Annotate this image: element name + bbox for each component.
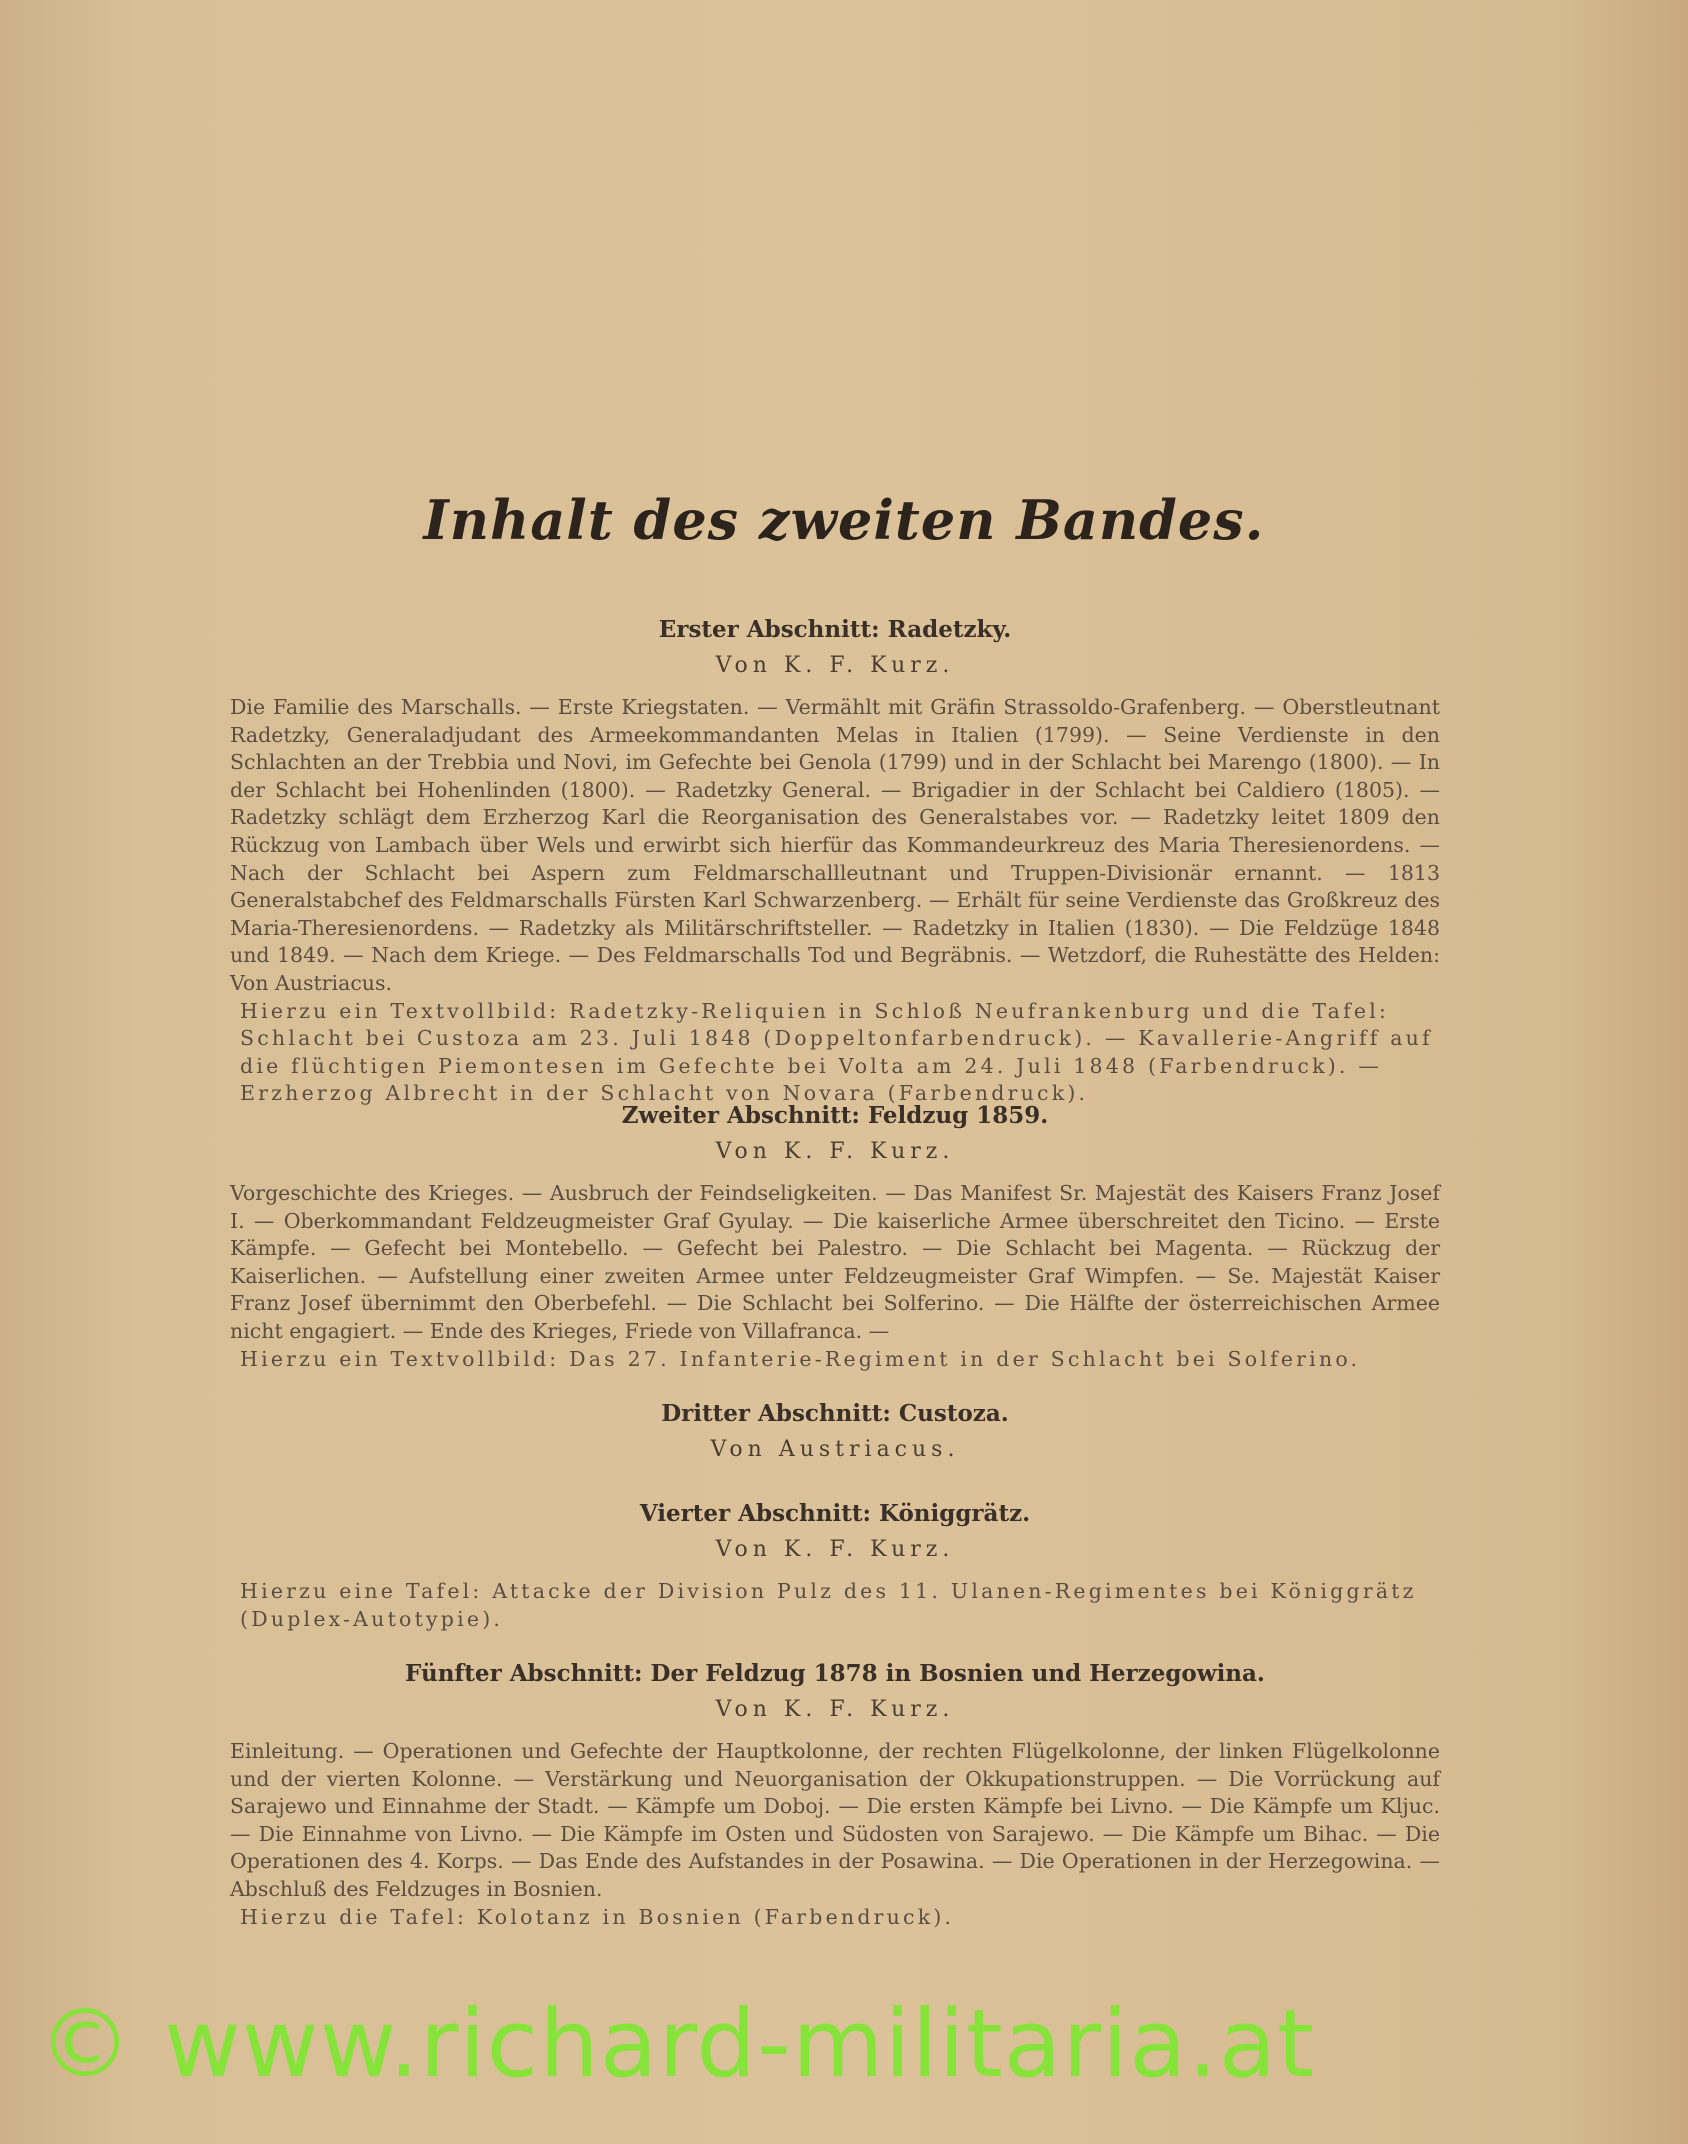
section-author: Von K. F. Kurz. <box>715 1139 955 1164</box>
section-illustrations: Hierzu die Tafel: Kolotanz in Bosnien (Farbendruck). <box>240 1904 955 1929</box>
section-illustrations: Hierzu ein Textvollbild: Radetzky-Reliquien in Schloß Neufrankenburg und die Tafel: Schlacht bei Custoza am 23. Juli 1848 (Doppeltonfarbendruck). — Kavallerie-Angriff auf die flüchtigen Piemontesen im Gefechte bei Volta am 24. Juli 1848 (Farbendruck). — Erzherzog Albrecht in der Schlacht von Novara (Farbendruck). <box>240 998 1433 1106</box>
section-body: Einleitung. — Operationen und Gefechte der Hauptkolonne, der rechten Flügelkolonne, der linken Flügelkolonne und der vierten Kolonne. — Verstärkung und Neuorganisation der Okkupationstruppen. — Die Vorrückung auf Sarajewo und Einnahme der Stadt. — Kämpfe um Doboj. — Die ersten Kämpfe bei Livno. — Die Kämpfe um Kljuc. — Die Einnahme von Livno. — Die Kämpfe im Osten und Südosten von Sarajewo. — Die Kämpfe um Bihac. — Die Operationen des 4. Korps. — Das Ende des Aufstandes in der Posawina. — Die Operationen in der Herzegowina. — Abschluß des Feldzuges in Bosnien. <box>230 1739 1440 1901</box>
section-body: Vorgeschichte des Krieges. — Ausbruch der Feindseligkeiten. — Das Manifest Sr. Majestät des Kaisers Franz Josef I. — Oberkommandant Feldzeugmeister Graf Gyulay. — Die kaiserliche Armee überschreitet den Ticino. — Erste Kämpfe. — Gefecht bei Montebello. — Gefecht bei Palestro. — Die Schlacht bei Magenta. — Rückzug der Kaiserlichen. — Aufstellung einer zweiten Armee unter Feldzeugmeister Graf Wimpfen. — Se. Majestät Kaiser Franz Josef übernimmt den Oberbefehl. — Die Schlacht bei Solferino. — Die Hälfte der österreichischen Armee nicht engagiert. — Ende des Krieges, Friede von Villafranca. — <box>230 1181 1440 1343</box>
section-2 <box>230 1102 1440 1373</box>
section-body: Die Familie des Marschalls. — Erste Kriegstaten. — Vermählt mit Gräfin Strassoldo-Grafenberg. — Oberstleutnant Radetzky, Generaladjudant des Armeekommandanten Melas in Italien (1799). — Seine Verdienste in den Schlachten an der Trebbia und Novi, im Gefechte bei Genola (1799) und in der Schlacht bei Marengo (1800). — In der Schlacht bei Hohenlinden (1800). — Radetzky General. — Brigadier in der Schlacht bei Caldiero (1805). — Radetzky schlägt dem Erzherzog Karl die Reorganisation des Generalstabes vor. — Radetzky leitet 1809 den Rückzug von Lambach über Wels und erwirbt sich hierfür das Kommandeurkreuz des Maria Theresienordens. — Nach der Schlacht bei Aspern zum Feldmarschallleutnant und Truppen-Divisionär ernannt. — 1813 Generalstabchef des Feldmarschalls Fürsten Karl Schwarzenberg. — Erhält für seine Verdienste das Großkreuz des Maria-Theresienordens. — Radetzky als Militärschriftsteller. — Radetzky in Italien (1830). — Die Feldzüge 1848 und 1849. — Nach dem Kriege. — Des Feldmarschalls Tod und Begräbnis. — Wetzdorf, die Ruhestätte des Helden: Von Austriacus. <box>230 695 1440 995</box>
section-5 <box>230 1660 1440 1931</box>
section-1 <box>230 616 1440 1108</box>
section-author: Von K. F. Kurz. <box>715 1697 955 1722</box>
section-author: Von K. F. Kurz. <box>715 1537 955 1562</box>
section-illustrations: Hierzu ein Textvollbild: Das 27. Infanterie-Regiment in der Schlacht bei Solferino. <box>240 1346 1361 1371</box>
section-3 <box>230 1400 1440 1478</box>
section-heading: Vierter Abschnitt: Königgrätz. <box>639 1500 1031 1527</box>
page-title: Inhalt des zweiten Bandes. <box>423 488 1265 552</box>
section-author: Von Austriacus. <box>710 1437 960 1462</box>
watermark: © www.richard-militaria.at <box>38 1990 1316 2099</box>
section-4 <box>230 1500 1440 1633</box>
section-heading: Erster Abschnitt: Radetzky. <box>658 616 1012 643</box>
section-illustrations: Hierzu eine Tafel: Attacke der Division Pulz des 11. Ulanen-Regimentes bei Königgrätz (Duplex-Autotypie). <box>240 1579 1417 1631</box>
section-author: Von K. F. Kurz. <box>715 653 955 678</box>
section-heading: Zweiter Abschnitt: Feldzug 1859. <box>621 1102 1049 1129</box>
section-heading: Fünfter Abschnitt: Der Feldzug 1878 in Bosnien und Herzegowina. <box>405 1660 1265 1687</box>
section-heading: Dritter Abschnitt: Custoza. <box>661 1400 1009 1427</box>
